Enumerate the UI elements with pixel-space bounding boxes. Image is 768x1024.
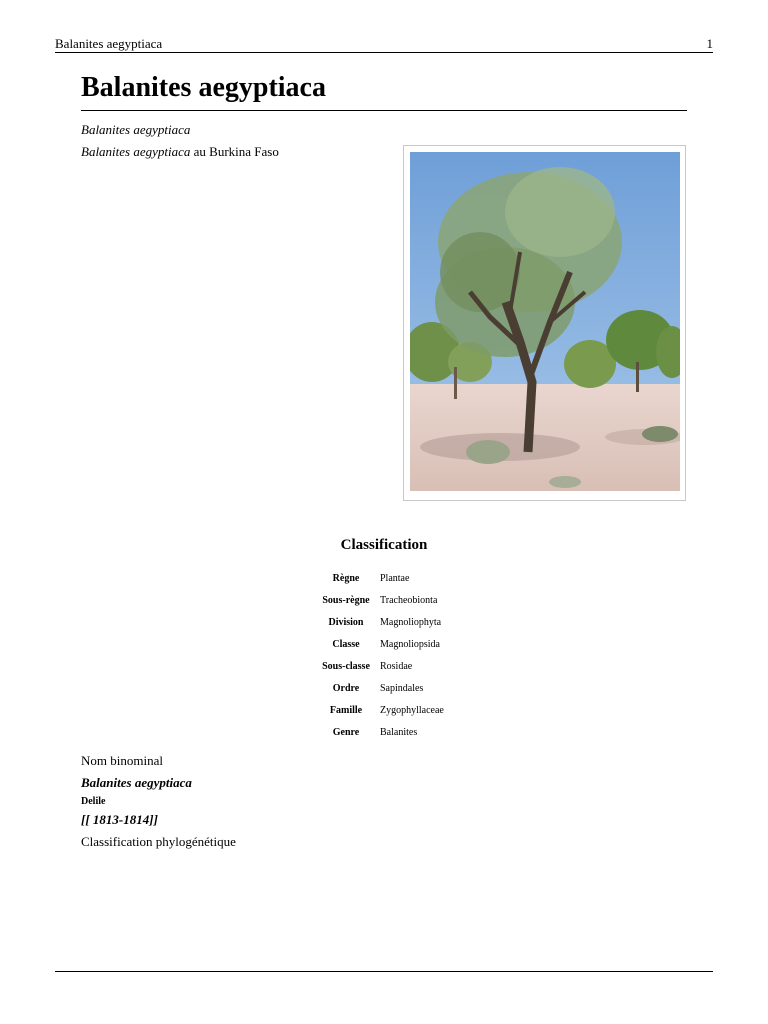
table-row [316,633,444,655]
table-row [316,677,444,699]
classification-value: Tracheobionta [380,594,438,606]
classification-table [316,567,444,743]
page-title: Balanites aegyptiaca [81,70,687,111]
binominal-label: Nom binominal [81,753,163,768]
classification-key: Classe [332,638,360,650]
tree-photo-frame [403,145,686,501]
table-row [316,567,444,589]
page-number: 1 [706,36,713,51]
classification-key: Division [328,616,364,628]
classification-key: Règne [332,572,360,584]
tree-photo [410,152,680,491]
photo-caption-species: Balanites aegyptiaca [81,144,191,159]
classification-value: Magnoliophyta [380,616,442,628]
classification-key: Genre [332,726,360,738]
table-row [316,721,444,743]
table-row [316,699,444,721]
running-title: Balanites aegyptiaca [55,36,163,51]
classification-heading: Classification [340,537,428,553]
footer-divider [55,971,713,972]
classification-key: Famille [329,704,363,716]
classification-value: Magnoliopsida [380,638,440,650]
classification-value: Sapindales [380,682,424,694]
classification-value: Rosidae [380,660,413,672]
binominal-year: [[ 1813-1814]] [81,812,158,827]
running-header [55,36,713,53]
table-row [316,611,444,633]
classification-value: Balanites [380,726,418,738]
species-caption: Balanites aegyptiaca [81,122,191,137]
classification-value: Plantae [380,572,410,584]
classification-key: Sous-règne [322,594,370,606]
classification-value: Zygophyllaceae [380,704,444,716]
binominal-author: Delile [81,796,106,807]
classification-key: Sous-classe [322,660,370,672]
table-row [316,589,444,611]
photo-caption-location: au Burkina Faso [190,144,279,159]
phylogenetic-label: Classification phylogénétique [81,834,236,849]
classification-key: Ordre [332,682,360,694]
binominal-name: Balanites aegyptiaca [81,775,192,790]
photo-caption [81,144,279,160]
table-row [316,655,444,677]
